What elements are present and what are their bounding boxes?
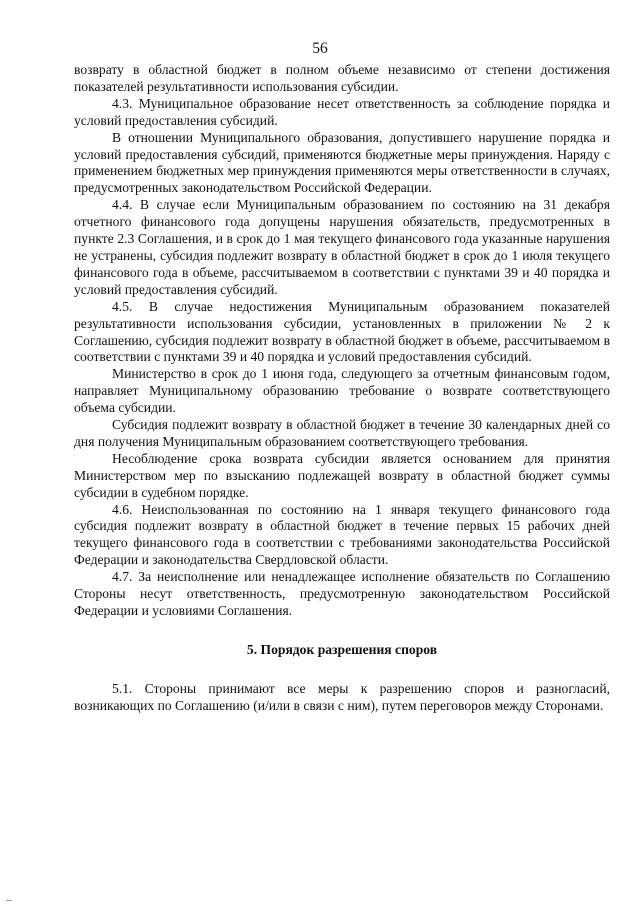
paragraph-4-7: 4.7. За неисполнение или ненадлежащее исполнение обязательств по Соглашению Стороны несут ответственность, предусмотренную законодательством Российской Федерации и условиями Соглашения.	[74, 569, 610, 618]
page-number: 56	[312, 40, 328, 57]
paragraph-5-1: 5.1. Стороны принимают все меры к разрешению споров и разногласий, возникающих по Соглашению (и/или в связи с ним), путем переговоров между Сторонами.	[74, 680, 610, 713]
paragraph-budget-measures: В отношении Муниципального образования, допустившего нарушение порядка и условий предоставления субсидий, применяются бюджетные меры принуждения. Наряду с применением бюджетных мер принуждения применяются меры ответственности в случаях, предусмотренных законодательством Российской Федерации.	[74, 129, 610, 196]
paragraph-return-period: Субсидия подлежит возврату в областной бюджет в течение 30 календарных дней со дня получения Муниципальным образованием соответствующего требования.	[74, 417, 610, 449]
document-body	[74, 62, 610, 715]
paragraph-4-3: 4.3. Муниципальное образование несет ответственность за соблюдение порядка и условий предоставления субсидий.	[74, 95, 610, 128]
paragraph-4-6: 4.6. Неиспользованная по состоянию на 1 января текущего финансового года субсидия подлежит возврату в областной бюджет в течение первых 15 рабочих дней текущего финансового года в соответствии с требованиями законодательства Российской Федерации и законодательства Свердловской области.	[74, 501, 610, 568]
paragraph-non-compliance: Несоблюдение срока возврата субсидии является основанием для принятия Министерством мер по взысканию подлежащей возврату в областной бюджет суммы субсидии в судебном порядке.	[74, 450, 610, 500]
paragraph-4-5: 4.5. В случае недостижения Муниципальным образованием показателей результативности использования субсидии, установленных в приложении № 2 к Соглашению, субсидия подлежит возврату в областной бюджет в объеме, рассчитываемом в соответствии с пунктами 39 и 40 порядка и условий предоставления субсидий.	[74, 298, 610, 365]
paragraph-continuation: возврату в областной бюджет в полном объеме независимо от степени достижения показателей результативности использования субсидии.	[74, 62, 610, 94]
paragraph-ministry-request: Министерство в срок до 1 июня года, следующего за отчетным финансовым годом, направляет Муниципальному образованию требование о возврате соответствующего объема субсидии.	[74, 366, 610, 416]
scan-mark	[6, 900, 12, 901]
section-title: 5. Порядок разрешения споров	[246, 641, 438, 657]
paragraph-4-4: 4.4. В случае если Муниципальным образованием по состоянию на 31 декабря отчетного финансового года допущены нарушения обязательств, предусмотренных в пункте 2.3 Соглашения, и в срок до 1 мая текущего финансового года указанные нарушения не устранены, субсидия подлежит возврату в областной бюджет в срок до 1 июля текущего финансового года в объеме, рассчитываемом в соответствии с пунктами 39 и 40 порядка и условий предоставления субсидий.	[74, 197, 610, 297]
